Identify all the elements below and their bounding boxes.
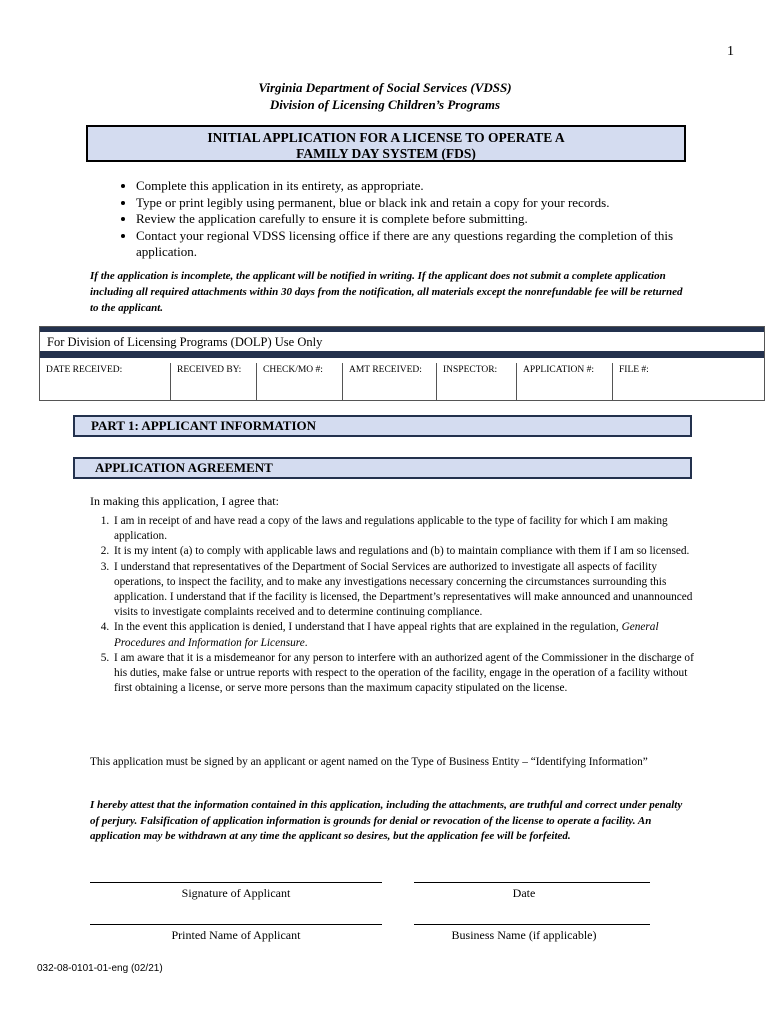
agreement-item: 1. I am in receipt of and have read a copy of the laws and regulations applicable to the type of facility for which I am making application.	[112, 514, 708, 544]
form-title-line2: FAMILY DAY SYSTEM (FDS)	[296, 146, 476, 161]
agreement-item: 4. In the event this application is denied, I understand that I have appeal rights that are explained in the regulation, General Procedures and Information for Licensure.	[112, 620, 708, 650]
agreement-list	[90, 514, 708, 696]
instruction-item: • Review the application carefully to ensure it is complete before submitting.	[136, 211, 726, 228]
form-title-line1: INITIAL APPLICATION FOR A LICENSE TO OPERATE A	[207, 130, 565, 145]
date-received-field[interactable]: DATE RECEIVED:	[46, 365, 123, 375]
agreement-heading: APPLICATION AGREEMENT	[73, 457, 692, 479]
part1-heading: PART 1: APPLICANT INFORMATION	[73, 415, 692, 437]
date-line[interactable]	[414, 882, 650, 883]
office-use-table	[39, 326, 765, 401]
agreement-item: 3. I understand that representatives of the Department of Social Services are authorized to investigate all aspects of facility operations, to inspect the facility, and to make any investigations necessary concerning the circumstances surrounding this application. I understand that if the facility is licensed, the Department’s representatives will make announced and unannounced visits to investigate complaints received and to determine continuing compliance.	[112, 560, 708, 621]
business-name-label: Business Name (if applicable)	[451, 928, 597, 942]
form-title	[86, 125, 686, 162]
agreement-item: 5. I am aware that it is a misdemeanor for any person to interfere with an authorized agent of the Commissioner in the discharge of his duties, make false or untrue reports with respect to the operation of the facility, engage in the operation of a facility without first obtaining a license, or serve more persons than the maximum capacity stipulated on the license.	[112, 651, 708, 697]
inspector-field[interactable]: INSPECTOR:	[436, 363, 516, 400]
office-use-divider	[40, 351, 764, 358]
agency-name: Virginia Department of Social Services (VDSS)	[258, 80, 512, 95]
agreement-item: 2. It is my intent (a) to comply with applicable laws and regulations and (b) to maintain compliance with them if I am so licensed.	[112, 544, 708, 559]
received-by-field[interactable]: RECEIVED BY:	[170, 363, 256, 400]
application-number-field[interactable]: APPLICATION #:	[516, 363, 612, 400]
page-number: 1	[727, 44, 734, 59]
printed-name-line[interactable]	[90, 924, 382, 925]
form-code: 032-08-0101-01-eng (02/21)	[37, 963, 163, 974]
attestation: I hereby attest that the information contained in this application, including the attachments, are truthful and correct under penalty of perjury. Falsification of application information is grounds for denial or revocation of the license to operate a facility. An application may be withdrawn at any time the applicant so desires, but the application fee will be forfeited.	[90, 799, 683, 842]
signature-label: Signature of Applicant	[181, 886, 291, 900]
agreement-intro: In making this application, I agree that:	[90, 494, 279, 508]
office-use-top-bar	[40, 327, 764, 332]
instructions-list	[100, 178, 726, 261]
instruction-item: • Type or print legibly using permanent, blue or black ink and retain a copy for your records.	[136, 195, 726, 212]
business-name-line[interactable]	[414, 924, 650, 925]
regulation-title: General Procedures and Information for Licensure	[114, 621, 659, 649]
division-name: Division of Licensing Children’s Programs	[269, 97, 501, 112]
signature-line[interactable]	[90, 882, 382, 883]
file-number-field[interactable]: FILE #:	[612, 363, 764, 400]
incomplete-warning: If the application is incomplete, the applicant will be notified in writing. If the applicant does not submit a complete application including all required attachments within 30 days from the notification, all materials except the nonrefundable fee will be returned to the applicant.	[90, 270, 683, 314]
check-mo-field[interactable]: CHECK/MO #:	[256, 363, 342, 400]
signature-requirement: This application must be signed by an applicant or agent named on the Type of Business Entity – “Identifying Information”	[90, 756, 648, 768]
agreement-item-text: In the event this application is denied, I understand that I have appeal rights that are explained in the regulation,	[114, 621, 619, 634]
amount-received-field[interactable]: AMT RECEIVED:	[342, 363, 436, 400]
instruction-item: • Contact your regional VDSS licensing office if there are any questions regarding the completion of this application.	[136, 228, 726, 261]
date-label: Date	[512, 886, 536, 900]
office-use-heading: For Division of Licensing Programs (DOLP) Use Only	[47, 335, 323, 349]
printed-name-label: Printed Name of Applicant	[171, 928, 301, 942]
instruction-item: • Complete this application in its entirety, as appropriate.	[136, 178, 726, 195]
